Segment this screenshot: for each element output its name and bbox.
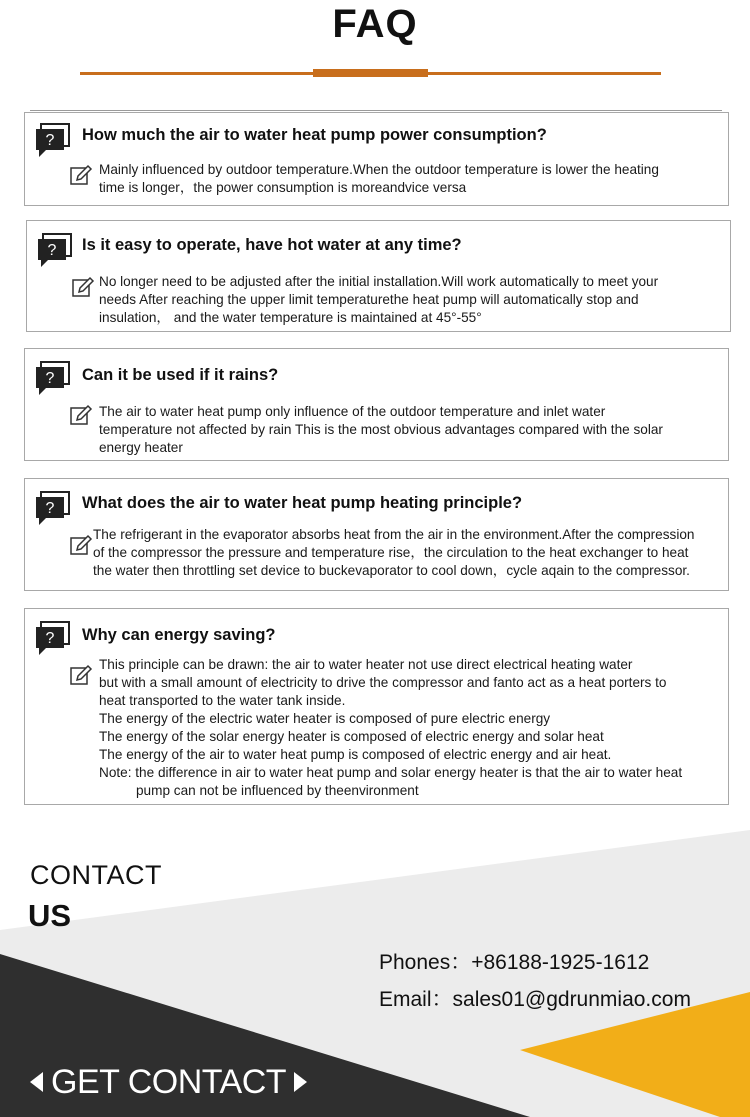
faq-question: What does the air to water heat pump heating principle?	[82, 494, 523, 512]
faq-question: Can it be used if it rains?	[82, 366, 279, 384]
faq-item	[26, 220, 731, 332]
page-title: FAQ	[332, 2, 418, 46]
email-address[interactable]: Email：sales01@gdrunmiao.com	[379, 988, 691, 1011]
question-icon	[35, 361, 71, 397]
question-icon	[35, 123, 71, 159]
phone-number[interactable]: Phones：+86188-1925-1612	[379, 951, 650, 974]
title-underline-accent	[313, 69, 428, 77]
edit-icon	[71, 276, 95, 300]
svg-text:?: ?	[47, 242, 57, 259]
faq-question: Why can energy saving?	[82, 626, 276, 644]
contact-heading: CONTACT	[30, 860, 162, 890]
svg-text:?: ?	[45, 500, 55, 517]
arrow-left-icon	[30, 1072, 43, 1092]
svg-text:?: ?	[45, 630, 55, 647]
contact-subheading: US	[28, 898, 72, 933]
faq-answer: The refrigerant in the evaporator absorbs heat from the air in the environment.After the compression of the compressor the pressure and temperature rise，the circulation to the heat exchanger to heat the water then throttling set device to buckevaporator to cool down，cycle aqain to the compressor.	[93, 527, 695, 578]
question-icon	[35, 491, 71, 527]
faq-item	[24, 112, 729, 206]
faq-item	[24, 478, 729, 591]
faq-item	[24, 348, 729, 461]
faq-question: Is it easy to operate, have hot water at any time?	[82, 236, 462, 254]
faq-item	[24, 608, 729, 805]
faq-answer: Mainly influenced by outdoor temperature.When the outdoor temperature is lower the heating time is longer，the power consumption is moreandvice versa	[99, 162, 659, 195]
divider	[30, 110, 722, 111]
faq-answer: No longer need to be adjusted after the initial installation.Will work automatically to meet your needs After reaching the upper limit temperaturethe heat pump will automatically stop and insulation， and the water temperature is maintained at 45°-55°	[99, 274, 659, 325]
svg-text:?: ?	[45, 370, 55, 387]
edit-icon	[69, 534, 93, 558]
question-icon	[35, 621, 71, 657]
get-contact-label: GET CONTACT	[51, 1062, 287, 1101]
faq-question: How much the air to water heat pump power consumption?	[82, 126, 547, 144]
faq-answer: This principle can be drawn: the air to water heater not use direct electrical heating water but with a small amount of electricity to drive the compressor and fanto act as a heat porters to heat transported to the water tank inside. The energy of the electric water heater is composed of pure electric energy The energy of the solar energy heater is composed of electric energy and solar heat The energy of the air to water heat pump is composed of electric energy and air heat. Note: the difference in air to water heat pump and solar energy heater is that the air to water heat pump can not be influenced by theenvironment	[99, 657, 683, 798]
svg-text:?: ?	[45, 132, 55, 149]
arrow-right-icon	[294, 1072, 307, 1092]
get-contact-button[interactable]	[30, 1060, 307, 1104]
faq-answer: The air to water heat pump only influence of the outdoor temperature and inlet water temperature not affected by rain This is the most obvious advantages compared with the solar energy heater	[99, 404, 663, 455]
edit-icon	[69, 404, 93, 428]
edit-icon	[69, 164, 93, 188]
edit-icon	[69, 664, 93, 688]
question-icon	[37, 233, 73, 269]
